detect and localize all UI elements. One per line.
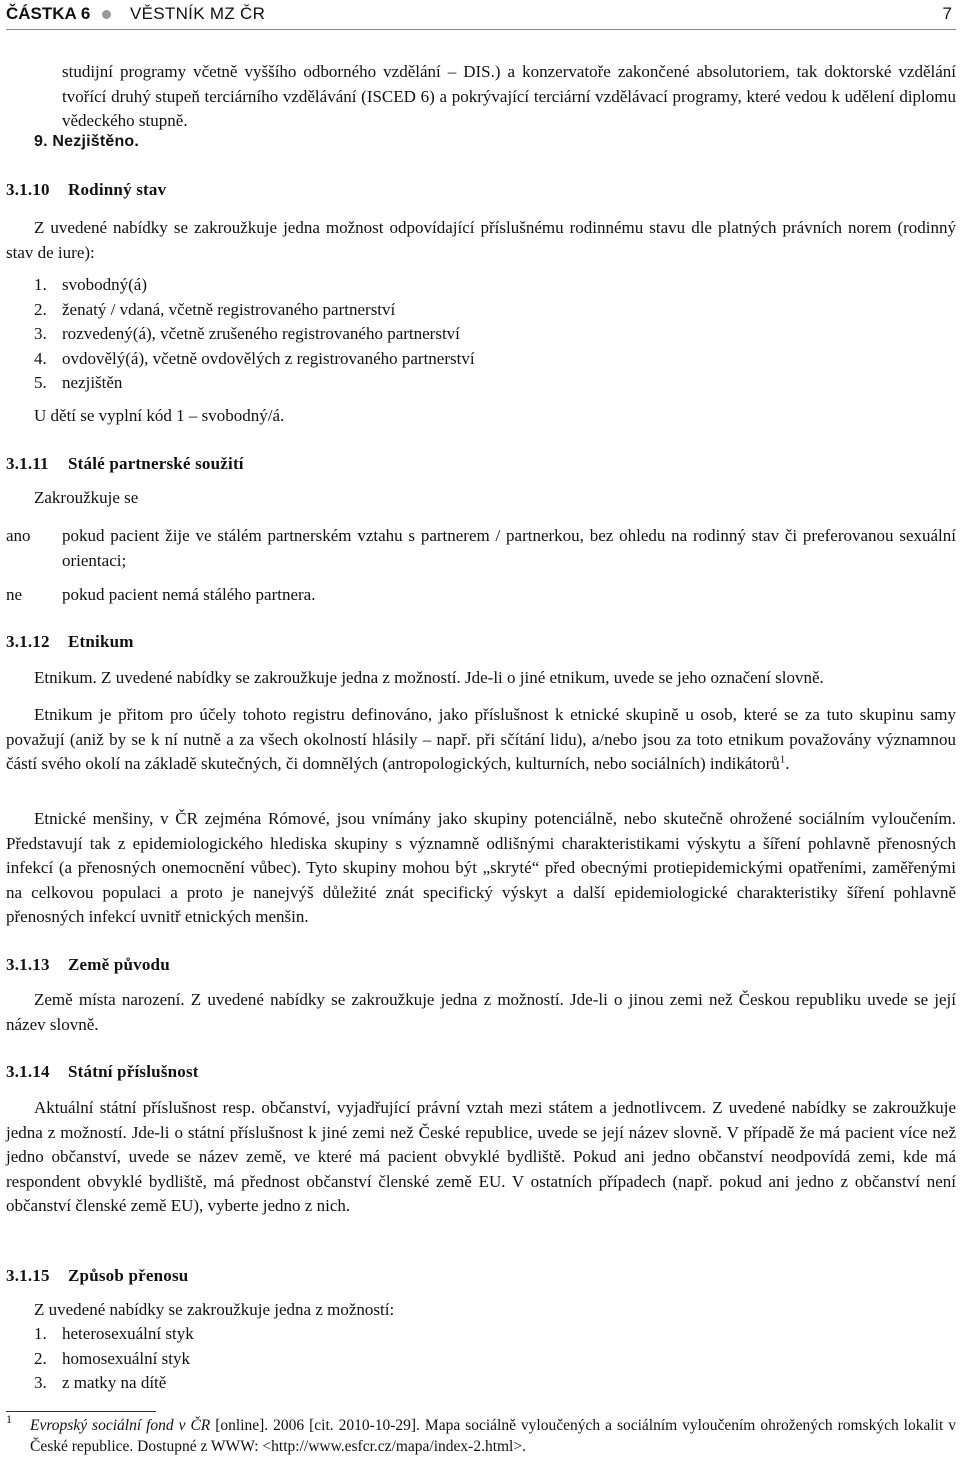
- section-title: Stálé partnerské soužití: [68, 454, 244, 473]
- item9: [34, 130, 960, 155]
- footnote-divider: [6, 1411, 156, 1412]
- footnote-reference[interactable]: 1: [779, 753, 786, 766]
- list-item: 3. z matky na dítě: [34, 1373, 167, 1392]
- section-3-1-15-heading: [6, 1264, 956, 1289]
- bullet-dot-icon: [102, 10, 111, 19]
- paragraph: Aktuální státní příslušnost resp. občanství, vyjadřující právní vztah mezi státem a jednotlivcem. Z uvedené nabídky se zakroužkuje jedna z možností. Jde-li o státní příslušnost k jiné zemi než České republice, uvede se její název slovně. V případě že má pacient více než jedno občanství, uvede se název země, ve které má pacient obvyklé bydliště. Pokud ani jedno občanství neodpovídá zemi, kde má respondent obvyklé bydliště, má přednost občanství členské země EU. V ostatních případech (např. pokud ani jedno z občanství není občanství členské země EU), vyberte jedno z nich.: [6, 1098, 956, 1215]
- footnote: [6, 1412, 956, 1457]
- page-header: [6, 2, 958, 26]
- section-3-1-12-p3: [6, 807, 956, 930]
- section-3-1-10-intro: [6, 216, 956, 265]
- definition-ne: [6, 583, 956, 608]
- section-3-1-15-intro: [34, 1298, 934, 1323]
- section-3-1-13-heading: [6, 953, 956, 978]
- item9-text: 9. Nezjištěno.: [34, 133, 140, 150]
- paragraph: Etnické menšiny, v ČR zejména Rómové, jsou vnímány jako skupiny potenciálně, nebo skutečně ohrožené sociálním vyloučením. Představují tak z epidemiologického hlediska skupiny s významně odlišnými charakteristikami výskytu a šíření pohlavně přenosných infekcí (a přenosných onemocnění vůbec). Tyto skupiny mohou být „skryté“ před obecnými protiepidemickými opatřeními, zaměřenými na celkovou populaci a proto je nanejvýš důležité znát specifický výskyt a další epidemiologické charakteristiky šíření pohlavně přenosných infekcí uvnitř etnických menšin.: [6, 809, 956, 926]
- header-divider: [6, 29, 956, 30]
- paragraph: Země místa narození. Z uvedené nabídky se zakroužkuje jedna z možností. Jde-li o jinou zemi než Českou republiku uvede se její název slovně.: [6, 990, 956, 1034]
- section-title: Státní příslušnost: [68, 1062, 199, 1081]
- list-item: 5. nezjištěn: [34, 373, 123, 392]
- footnote-text: Evropský sociální fond v ČR [online]. 2006 [cit. 2010-10-29]. Mapa sociálně vyloučených a sociálním vyloučením ohrožených romských lokalit v České republice. Dostupné z WWW: <http://www.esfcr.cz/mapa/index-2.html>.: [30, 1417, 956, 1455]
- paragraph: Zakroužkuje se: [34, 488, 139, 507]
- item8-continuation: [62, 60, 956, 134]
- list-item: 1. svobodný(á): [34, 275, 147, 294]
- paragraph: U dětí se vyplní kód 1 – svobodný/á.: [34, 406, 285, 425]
- section-title: Rodinný stav: [68, 180, 167, 199]
- section-3-1-14-heading: [6, 1060, 956, 1085]
- paragraph: studijní programy včetně vyššího odborného vzdělání – DIS.) a konzervatoře zakončené absolutoriem, tak doktorské vzdělání tvořící druhý stupeň terciárního vzdělávání (ISCED 6) a pokrývající terciární vzdělávací programy, které vedou k udělení diplomu vědeckého stupně.: [62, 62, 956, 130]
- paragraph: Etnikum. Z uvedené nabídky se zakroužkuje jedna z možností. Jde-li o jiné etnikum, uvede se jeho označení slovně.: [34, 668, 824, 687]
- definition: pokud pacient žije ve stálém partnerském vztahu s partnerem / partnerkou, bez ohledu na rodinný stav či preferovanou sexuální orientaci;: [62, 526, 956, 570]
- section-3-1-11-heading: [6, 452, 956, 477]
- section-number: 3.1.14: [6, 1062, 50, 1081]
- marital-status-list: [34, 273, 934, 396]
- definition: pokud pacient nemá stálého partnera.: [62, 585, 316, 604]
- term: ne: [6, 585, 23, 604]
- section-3-1-14-p1: [6, 1096, 956, 1219]
- section-3-1-12-p1: [6, 666, 956, 691]
- transmission-list: [34, 1322, 934, 1396]
- issue-part: ČÁSTKA 6: [6, 4, 91, 23]
- list-item: 2. homosexuální styk: [34, 1348, 190, 1368]
- paragraph: Etnikum je přitom pro účely tohoto registru definováno, jako příslušnost k etnické skupině u osob, které se za tuto skupinu samy považují (aniž by se k ní nutně a za všech okolností hlásily – např. při sčítání lidu), a/nebo jsou za toto etnikum považovány významnou částí svého okolí na základě skutečných, či domnělých (antropologických, kulturních, nebo sociálních) indikátorů$^1$.: [6, 705, 956, 773]
- definition-ano: [6, 524, 956, 573]
- section-number: 3.1.11: [6, 454, 49, 473]
- page-number: 7: [942, 4, 952, 23]
- list-item: 4. ovdovělý(á), včetně ovdovělých z registrovaného partnerství: [34, 348, 475, 368]
- section-number: 3.1.13: [6, 955, 50, 974]
- children-note: [34, 404, 934, 429]
- paragraph: Z uvedené nabídky se zakroužkuje jedna z možností:: [34, 1300, 395, 1319]
- section-3-1-12-p2: [6, 703, 956, 777]
- section-number: 3.1.15: [6, 1266, 50, 1285]
- section-title: Země původu: [68, 955, 170, 974]
- list-item: 2. ženatý / vdaná, včetně registrovaného partnerství: [34, 299, 396, 319]
- section-number: 3.1.12: [6, 632, 50, 651]
- journal-title: VĚSTNÍK MZ ČR: [130, 4, 266, 23]
- list-item: 3. rozvedený(á), včetně zrušeného registrovaného partnerství: [34, 324, 460, 343]
- section-title: Způsob přenosu: [68, 1266, 189, 1285]
- footnote-mark: 1: [6, 1412, 12, 1426]
- list-item: 1. heterosexuální styk: [34, 1324, 194, 1343]
- paragraph: Z uvedené nabídky se zakroužkuje jedna možnost odpovídající příslušnému rodinnému stavu dle platných právních norem (rodinný stav de iure):: [6, 218, 956, 262]
- section-3-1-12-heading: [6, 630, 956, 655]
- section-number: 3.1.10: [6, 180, 50, 199]
- section-3-1-10-heading: [6, 178, 956, 203]
- section-title: Etnikum: [68, 632, 134, 651]
- section-3-1-11-intro: [34, 486, 934, 511]
- section-3-1-13-p1: [6, 988, 956, 1037]
- term: ano: [6, 526, 31, 545]
